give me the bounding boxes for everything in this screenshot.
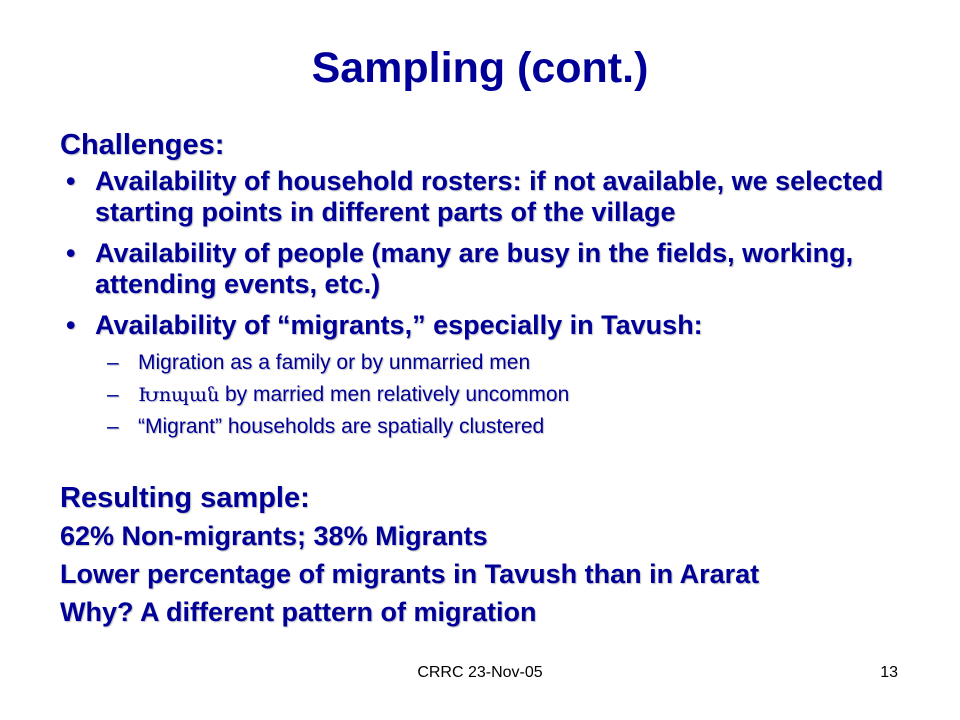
sub-item	[60, 413, 900, 441]
sub-item-text: by married men relatively uncommon	[219, 383, 570, 406]
result-line: Lower percentage of migrants in Tavush than in Ararat	[60, 559, 760, 589]
results-heading: Resulting sample:	[60, 482, 310, 514]
challenges-heading: Challenges:	[60, 129, 225, 161]
challenge-item	[60, 310, 900, 341]
sub-item-text: Migration as a family or by unmarried men	[138, 351, 531, 374]
challenge-item	[60, 238, 900, 300]
slide-body	[60, 128, 900, 631]
migrant-sub-list	[60, 349, 900, 441]
dash-icon: –	[107, 351, 119, 374]
armenian-word: Խոպան	[138, 384, 220, 406]
dash-icon: –	[107, 383, 119, 406]
result-line: Why? A different pattern of migration	[60, 597, 537, 627]
footer-text: CRRC 23-Nov-05	[417, 664, 543, 681]
challenge-text: Availability of “migrants,” especially in Tavush:	[95, 310, 703, 340]
results-section	[60, 481, 900, 631]
bullet-icon: •	[66, 166, 76, 196]
slide-title: Sampling (cont.)	[311, 44, 649, 92]
page-number: 13	[880, 664, 898, 681]
bullet-icon: •	[66, 238, 76, 268]
bullet-icon: •	[66, 310, 76, 340]
challenges-list	[60, 166, 900, 341]
sub-item	[60, 381, 900, 409]
result-line: 62% Non-migrants; 38% Migrants	[60, 521, 488, 551]
dash-icon: –	[107, 415, 119, 438]
challenge-item	[60, 166, 900, 228]
sub-item-text: “Migrant” households are spatially clustered	[138, 415, 545, 438]
challenge-text: Availability of household rosters: if not available, we selected starting points in different parts of the village	[95, 166, 884, 227]
challenge-text: Availability of people (many are busy in the fields, working, attending events, etc.)	[95, 238, 854, 299]
sub-item	[60, 349, 900, 377]
